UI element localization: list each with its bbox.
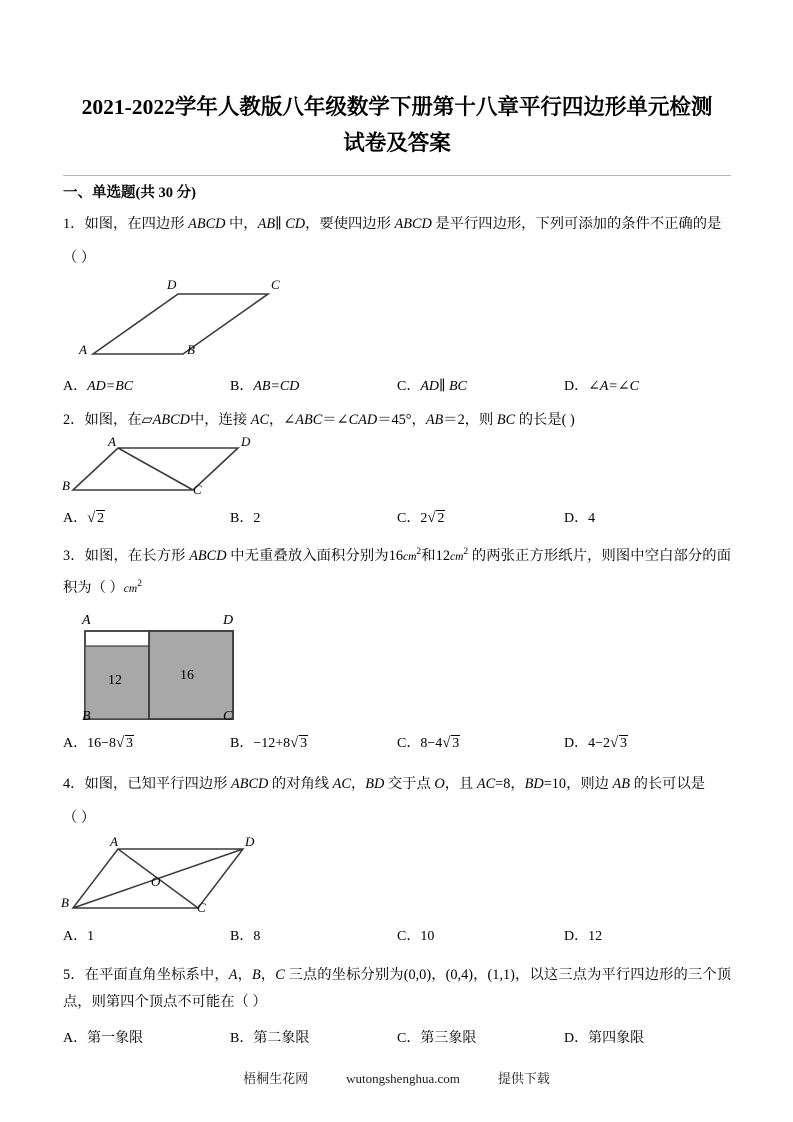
q4-part1: 如图，已知平行四边形: [84, 775, 231, 792]
page-title-line2: 试卷及答案: [343, 131, 451, 155]
q3-option-c[interactable]: [397, 731, 564, 757]
q4-answer-blank: （ ）: [63, 809, 96, 826]
question-3-text: [63, 539, 731, 603]
q5-option-c-value: 第三象限: [420, 1030, 477, 1046]
q4-option-c-label: C．: [397, 928, 421, 944]
q2-option-d-value: 4: [588, 511, 596, 526]
q5-option-b-label: B．: [230, 1030, 254, 1046]
radical-sign-icon: √: [610, 734, 619, 751]
q3-option-a-label: A．: [63, 735, 88, 751]
footer-url: wutongshenghua.com: [346, 1071, 460, 1086]
q3-option-c-pre: 8−4: [420, 735, 443, 751]
q5-option-a-value: 第一象限: [87, 1030, 144, 1046]
q4-number: 4．: [63, 775, 85, 792]
question-2-text: [63, 407, 731, 434]
q3-num2: 12: [435, 547, 450, 564]
q3-label-D: D: [223, 612, 234, 628]
q2-part5: ＝45°，: [377, 412, 426, 428]
q4-part6: =8，: [495, 775, 525, 792]
q1-part1: 如图，在四边形: [84, 216, 189, 232]
q2-part4: ＝∠: [322, 412, 349, 428]
q1-var2: AB∥ CD: [257, 216, 306, 232]
q2-parallelogram-svg: [63, 438, 293, 500]
q5-coord3: (1,1): [487, 966, 515, 983]
q5-var3: C: [275, 966, 285, 983]
q5-part6: ，: [473, 966, 488, 983]
q3-unit2: cm: [449, 550, 464, 563]
q2-part2: 中，连接: [189, 412, 251, 428]
q5-var1: A: [228, 966, 238, 983]
radical-sign-icon: √: [290, 734, 299, 751]
radical-sign-icon: √: [442, 734, 451, 751]
q2-option-c-radical: √ 2: [427, 506, 445, 532]
q5-option-a[interactable]: [63, 1026, 230, 1052]
q1-label-C: C: [271, 277, 280, 292]
q4-var3: BD: [365, 775, 385, 792]
q2-var4: CAD: [348, 412, 378, 428]
q4-var2: AC: [332, 775, 351, 792]
q2-label-C: C: [193, 482, 202, 497]
q1-option-c-label: C．: [397, 379, 421, 394]
q2-var5: AB: [425, 412, 444, 428]
q3-option-b-pre: −12+8: [253, 735, 291, 751]
q2-var3: ABC: [295, 412, 323, 428]
q5-option-d[interactable]: [564, 1026, 731, 1052]
q3-exp2: 2: [463, 547, 469, 557]
radical-sign-icon: √: [427, 510, 436, 526]
q1-figure: [63, 276, 731, 368]
q3-part1: 如图，在长方形: [84, 547, 190, 564]
footer-note: 提供下载: [497, 1071, 550, 1086]
q3-part2: 中无重叠放入面积分别为: [226, 547, 389, 564]
q2-var2: AC: [250, 412, 270, 428]
q4-option-c-value: 10: [420, 928, 435, 944]
question-4-text: [63, 771, 731, 798]
q1-var3: ABCD: [394, 216, 432, 232]
q2-option-a[interactable]: [63, 506, 230, 532]
q4-var5: AC: [476, 775, 496, 792]
q5-part4: 三点的坐标分别为: [284, 966, 404, 983]
q3-option-d-pre: 4−2: [588, 735, 611, 751]
q1-option-a-value: AD=BC: [87, 379, 134, 394]
q1-option-d-value: ∠A=∠C: [588, 379, 639, 394]
q4-option-b[interactable]: [230, 924, 397, 950]
q3-option-b[interactable]: [230, 731, 397, 757]
q4-part3: ，: [350, 775, 366, 792]
q5-option-a-label: A．: [63, 1030, 88, 1046]
q2-var6: BC: [496, 412, 516, 428]
q1-option-a[interactable]: [63, 374, 230, 400]
q3-unit1: cm: [402, 550, 417, 563]
q4-label-B: B: [61, 894, 69, 910]
q1-label-B: B: [187, 342, 195, 357]
q4-var1: ABCD: [231, 775, 269, 792]
q4-option-d[interactable]: [564, 924, 731, 950]
q3-label-C: C: [223, 708, 233, 724]
radical-sign-icon: √: [87, 510, 96, 526]
question-5-text: [63, 962, 731, 1016]
q5-coord1: (0,0): [403, 966, 432, 983]
q4-option-a-value: 1: [87, 928, 95, 944]
q4-part5: ，且: [444, 775, 477, 792]
q4-option-b-label: B．: [230, 928, 254, 944]
q2-option-d-label: D．: [564, 511, 589, 526]
q5-var2: B: [251, 966, 261, 983]
q3-exp3: 2: [137, 578, 142, 589]
q3-option-d[interactable]: [564, 731, 731, 757]
q2-option-c-coef: 2: [420, 511, 428, 526]
q3-option-a-radical: √ 3: [116, 731, 134, 757]
q1-part3: ，要使四边形: [305, 216, 395, 232]
q3-exp1: 2: [416, 547, 422, 557]
q3-num1: 16: [388, 547, 403, 564]
q1-option-a-label: A．: [63, 379, 88, 394]
q3-label-B: B: [82, 708, 91, 724]
page-footer: [0, 1068, 793, 1087]
q4-option-b-value: 8: [253, 928, 261, 944]
q1-label-A: A: [79, 342, 87, 357]
q3-option-d-radical: √ 3: [610, 731, 628, 757]
radical-sign-icon: √: [116, 734, 125, 751]
q1-var1: ABCD: [188, 216, 226, 232]
q2-label-B: B: [62, 478, 70, 493]
q3-option-b-label: B．: [230, 735, 254, 751]
q1-part4: 是平行四边形，下列可添加的条件不正确的是: [431, 216, 722, 232]
q2-option-d[interactable]: [564, 506, 731, 532]
q3-option-a[interactable]: [63, 731, 230, 757]
q5-part5: ，: [431, 966, 446, 983]
q5-number: 5．: [63, 966, 85, 983]
q4-option-a[interactable]: [63, 924, 230, 950]
q4-option-c[interactable]: [397, 924, 564, 950]
q1-answer-blank: （ ）: [63, 250, 96, 266]
q1-option-d[interactable]: [564, 374, 731, 400]
q1-options: [63, 374, 731, 400]
q2-part7: 的长是( ): [515, 412, 575, 428]
q4-option-a-label: A．: [63, 928, 88, 944]
q2-part1: 如图，在: [84, 412, 142, 428]
page-title: 2021-2022学年人教版八年级数学下册第十八章平行四边形单元检测: [81, 95, 713, 119]
q1-option-b-label: B．: [230, 379, 254, 394]
q3-option-d-label: D．: [564, 735, 589, 751]
q5-part3: ，: [260, 966, 276, 983]
q1-option-c-value: AD∥ BC: [420, 379, 467, 394]
q4-part7: =10，则边: [543, 775, 613, 792]
q2-option-c[interactable]: [397, 506, 564, 532]
q3-part4: 的两张正方形纸片，则图中空白部分的面积为（ ）: [63, 547, 732, 596]
q4-label-D: D: [245, 833, 255, 849]
document-content: [63, 90, 731, 1052]
q2-part6: ＝2，则: [443, 412, 497, 428]
question-1-text: [63, 211, 731, 238]
q4-part2: 的对角线: [268, 775, 333, 792]
q4-figure: [61, 833, 731, 918]
q1-option-d-label: D．: [564, 379, 589, 394]
q5-option-c-label: C．: [397, 1030, 421, 1046]
q3-option-b-radical: √ 3: [290, 731, 308, 757]
q3-option-c-label: C．: [397, 735, 421, 751]
q5-option-b-value: 第二象限: [253, 1030, 310, 1046]
q4-options: [63, 924, 731, 950]
q4-label-C: C: [197, 899, 206, 915]
q2-options: [63, 506, 731, 532]
q4-part8: 的长可以是: [630, 775, 706, 792]
q4-option-d-label: D．: [564, 928, 589, 944]
q2-figure: [62, 434, 731, 500]
q4-part4: 交于点: [384, 775, 435, 792]
q3-label-A: A: [82, 612, 91, 628]
q5-part7: ，以这三点为平行四边形的三个顶点，则第四个顶点不可能在（ ）: [63, 966, 732, 1010]
q4-var7: AB: [612, 775, 631, 792]
q3-option-a-pre: 16−8: [87, 735, 117, 751]
q3-options: [63, 731, 731, 757]
q5-option-d-value: 第四象限: [588, 1030, 645, 1046]
q2-option-a-label: A．: [63, 511, 88, 526]
q5-options: [63, 1026, 731, 1052]
q2-option-a-radical: √ 2: [87, 506, 105, 532]
q3-var1: ABCD: [189, 547, 227, 564]
q3-part3: 和: [421, 547, 436, 564]
q4-label-A: A: [110, 833, 118, 849]
q4-option-d-value: 12: [588, 928, 603, 944]
q3-figure: [63, 613, 731, 725]
q1-part2: 中，: [225, 216, 258, 232]
q1-option-c[interactable]: [397, 374, 564, 400]
q1-option-b[interactable]: [230, 374, 397, 400]
q4-var6: BD: [524, 775, 544, 792]
q2-option-c-label: C．: [397, 511, 421, 526]
q5-part2: ，: [237, 966, 252, 983]
q2-number: 2．: [63, 412, 85, 428]
q5-option-d-label: D．: [564, 1030, 589, 1046]
q5-option-c[interactable]: [397, 1026, 564, 1052]
q5-part1: 在平面直角坐标系中，: [84, 966, 229, 983]
header-divider: [63, 175, 731, 176]
q2-part3: ，∠: [269, 412, 296, 428]
q3-unit3: cm: [123, 582, 138, 595]
q5-option-b[interactable]: [230, 1026, 397, 1052]
q4-parallelogram-svg: [63, 833, 303, 918]
q1-number: 1．: [63, 216, 85, 232]
q2-option-b[interactable]: [230, 506, 397, 532]
q3-rectangle-svg: [63, 613, 293, 725]
q2-label-A: A: [108, 434, 116, 449]
q1-label-D: D: [167, 277, 177, 292]
q2-var1: ▱ABCD: [141, 412, 190, 428]
q3-number: 3．: [63, 547, 85, 564]
footer-site-name: 梧桐生花网: [243, 1071, 309, 1086]
q2-option-b-value: 2: [253, 511, 261, 526]
q4-var4: O: [434, 775, 445, 792]
section-heading: 一、单选题(共 30 分): [63, 185, 196, 201]
q1-option-b-value: AB=CD: [253, 379, 300, 394]
q4-label-O: O: [151, 873, 161, 889]
q2-option-b-label: B．: [230, 511, 254, 526]
q3-option-c-radical: √ 3: [442, 731, 460, 757]
q5-coord2: (0,4): [445, 966, 474, 983]
q3-square-left-value: 12: [108, 672, 122, 688]
q2-label-D: D: [241, 434, 251, 449]
q3-square-right-value: 16: [180, 667, 194, 683]
